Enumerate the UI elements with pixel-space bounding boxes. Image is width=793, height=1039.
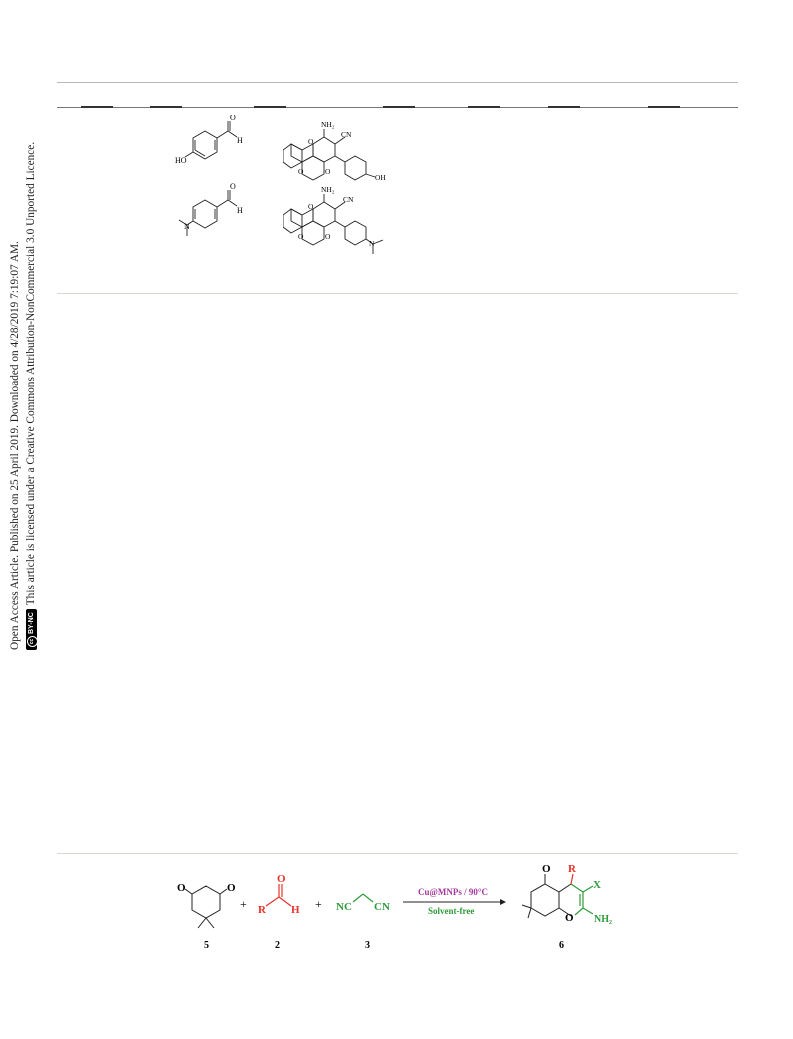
reagent-label-2: 2 <box>275 940 280 951</box>
malononitrile-structure <box>353 894 373 902</box>
aldehyde-h: H <box>291 904 300 916</box>
product-o3: O <box>325 167 331 176</box>
scheme-top-rule <box>57 853 738 854</box>
table-top-rule <box>57 82 738 83</box>
product-structure-2 <box>283 182 388 257</box>
product-cn: CN <box>343 195 354 204</box>
plus-sign: + <box>315 897 322 911</box>
reagent-label-5: 5 <box>204 940 209 951</box>
aldehyde-structure <box>266 884 291 906</box>
aldehyde-structure-1 <box>175 115 255 170</box>
aldehyde-o: O <box>230 182 236 191</box>
cc-license-badge[interactable] <box>26 609 37 650</box>
product-o-carbonyl: O <box>542 863 551 875</box>
reagent-label-3: 3 <box>365 940 370 951</box>
product-o2: O <box>298 167 304 176</box>
product-o1: O <box>308 137 314 146</box>
product-substituent: N <box>369 239 375 248</box>
nc-group: NC <box>336 901 352 913</box>
header-dash <box>254 106 286 108</box>
dimedone-o-left: O <box>177 882 186 894</box>
arrow-conditions-bottom: Solvent-free <box>428 906 475 916</box>
arrow-head <box>500 899 506 905</box>
cc-badge-text: BY-NC <box>27 612 35 634</box>
product-r: R <box>568 863 576 875</box>
arrow-conditions-top: Cu@MNPs / 90°C <box>418 887 488 897</box>
product-substituent: OH <box>375 173 386 182</box>
product-nh2: NH₂ <box>594 914 612 925</box>
dimedone-structure <box>185 886 227 928</box>
cc-icon: cc <box>27 636 38 647</box>
product-r-bond <box>571 874 573 884</box>
cn-group: CN <box>374 901 390 913</box>
product-green-bonds <box>571 884 593 915</box>
product-o-ring: O <box>565 912 574 924</box>
product-o2: O <box>298 232 304 241</box>
aldehyde-o: O <box>277 873 286 885</box>
license-notice-row <box>24 142 38 650</box>
product-x: X <box>593 879 601 891</box>
product-nh2: NH₂ <box>321 120 335 129</box>
aldehyde-h: H <box>237 136 243 145</box>
aldehyde-o: O <box>230 115 236 122</box>
reaction-scheme <box>160 860 630 960</box>
aldehyde-r: R <box>258 904 266 916</box>
header-dash <box>383 106 415 108</box>
product-label-6: 6 <box>559 940 564 951</box>
aldehyde-substituent: N <box>184 222 190 231</box>
header-dash <box>548 106 580 108</box>
product-cn: CN <box>341 130 352 139</box>
product-structure <box>522 874 571 918</box>
aldehyde-structure-2 <box>175 180 255 245</box>
license-text[interactable]: This article is licensed under a Creative Commons Attribution-NonCommercial 3.0 Unported Licence. <box>25 141 37 606</box>
product-structure-1 <box>283 117 388 183</box>
header-dash <box>468 106 500 108</box>
aldehyde-substituent: HO <box>175 156 187 165</box>
header-dash <box>150 106 182 108</box>
aldehyde-h: H <box>237 206 243 215</box>
table-bottom-rule <box>57 293 738 294</box>
dimedone-o-right: O <box>227 882 236 894</box>
product-nh2: NH₂ <box>321 185 335 194</box>
product-o1: O <box>308 202 314 211</box>
header-dash <box>81 106 113 108</box>
plus-sign: + <box>240 897 247 911</box>
header-dash <box>648 106 680 108</box>
product-o3: O <box>325 232 331 241</box>
publication-notice: Open Access Article. Published on 25 April 2019. Downloaded on 4/28/2019 7:19:07 AM. <box>9 241 21 650</box>
